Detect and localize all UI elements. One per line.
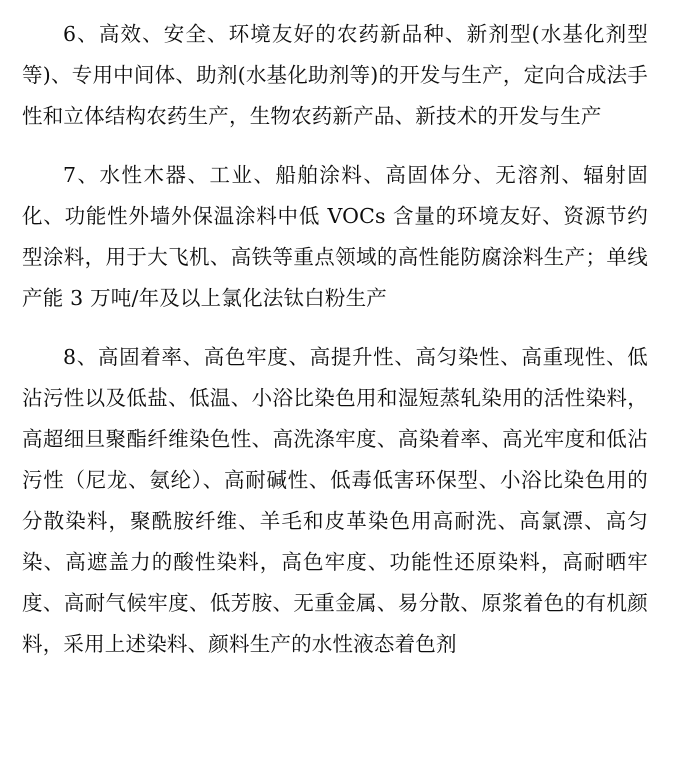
paragraph-6: 6、高效、安全、环境友好的农药新品种、新剂型(水基化剂型等)、专用中间体、助剂(水基化助剂等)的开发与生产，定向合成法手性和立体结构农药生产，生物农药新产品、新技术的开发与生产: [22, 22, 648, 128]
paragraph-7: 7、水性木器、工业、船舶涂料、高固体分、无溶剂、辐射固化、功能性外墙外保温涂料中低 VOCs 含量的环境友好、资源节约型涂料，用于大飞机、高铁等重点领域的高性能防腐涂料生产；单线产能 3 万吨/年及以上氯化法钛白粉生产: [22, 163, 648, 310]
paragraph-8: 8、高固着率、高色牢度、高提升性、高匀染性、高重现性、低沾污性以及低盐、低温、小浴比染色用和湿短蒸轧染用的活性染料，高超细旦聚酯纤维染色性、高洗涤牢度、高染着率、高光牢度和低沾污性（尼龙、氨纶）、高耐碱性、低毒低害环保型、小浴比染色用的分散染料，聚酰胺纤维、羊毛和皮革染色用高耐洗、高氯漂、高匀染、高遮盖力的酸性染料，高色牢度、功能性还原染料，高耐晒牢度、高耐气候牢度、低芳胺、无重金属、易分散、原浆着色的有机颜料，采用上述染料、颜料生产的水性液态着色剂: [22, 345, 648, 656]
